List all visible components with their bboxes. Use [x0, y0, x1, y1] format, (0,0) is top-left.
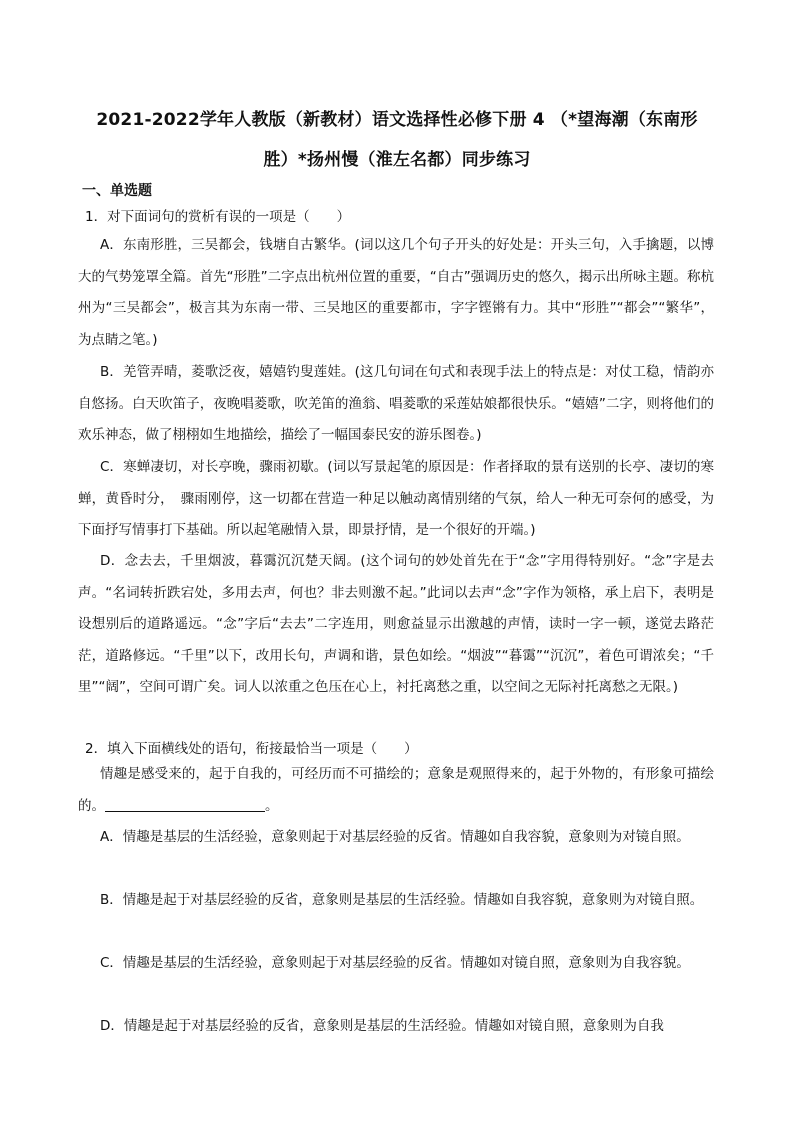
document-title-line-1: 2021-2022学年人教版（新教材）语文选择性必修下册 4 （*望海潮（东南形: [96, 110, 698, 130]
question-1-stem: 1．对下面词句的赏析有误的一项是（ ）: [85, 209, 351, 225]
question-2-passage-end: 。: [265, 797, 279, 814]
question-2-stem: 2．填入下面横线处的语句，衔接最恰当一项是（ ）: [85, 741, 418, 757]
question-2-option-a: A．情趣是基层的生活经验，意象则起于对基层经验的反省。情趣如自我容貌，意象则为对镜自照。: [100, 829, 690, 845]
question-1-option-c: C．寒蝉凄切，对长亭晚，骤雨初歇。(词以写景起笔的原因是：作者择取的景有送别的长亭、凄切的寒蝉，黄昏时分， 骤雨刚停，这一切都在营造一种足以触动离情别绪的气氛，给人一种无可奈何的感受，为下面抒写情事打下基础。所以起笔融情入景，即景抒情，是一个很好的开端。): [78, 459, 714, 538]
question-1-option-b: B．羌管弄晴，菱歌泛夜，嬉嬉钓叟莲娃。(这几句词在句式和表现手法上的特点是：对仗工稳，情韵亦自悠扬。白天吹笛子，夜晚唱菱歌，吹羌笛的渔翁、唱菱歌的采莲姑娘都很快乐。“嬉嬉”二字，则将他们的欢乐神态，做了栩栩如生地描绘，描绘了一幅国泰民安的游乐图卷。): [78, 364, 714, 443]
fill-in-blank[interactable]: [105, 797, 265, 812]
question-2-option-c: C．情趣是基层的生活经验，意象则起于对基层经验的反省。情趣如对镜自照，意象则为自我容貌。: [100, 955, 690, 971]
question-2-passage-text: 情趣是感受来的，起于自我的，可经历而不可描绘的；意象是观照得来的，起于外物的，有形象可描绘的。: [78, 766, 714, 814]
question-1-option-a: A．东南形胜，三吴都会，钱塘自古繁华。(词以这几个句子开头的好处是：开头三句，入手擒题，以博大的气势笼罩全篇。首先“形胜”二字点出杭州位置的重要，“自古”强调历史的悠久，揭示出所咏主题。称杭州为“三吴都会”，极言其为东南一带、三吴地区的重要都市，字字铿锵有力。其中“形胜”“都会”“繁华”，为点睛之笔。): [78, 237, 714, 348]
question-1-option-d: D．念去去，千里烟波，暮霭沉沉楚天阔。(这个词句的妙处首先在于“念”字用得特别好。“念”字是去声。“名词转折跌宕处，多用去声，何也？非去则激不起。”此词以去声“念”字作为领格，承上启下，表明是设想别后的道路遥远。“念”字后“去去”二字连用，则愈益显示出激越的声情，读时一字一顿，遂觉去路茫茫，道路修远。“千里”以下，改用长句，声调和谐，景色如绘。“烟波”“暮霭”“沉沉”，着色可谓浓矣；“千里”“阔”，空间可谓广矣。词人以浓重之色压在心上，衬托离愁之重，以空间之无际衬托离愁之无限。): [78, 553, 714, 695]
question-2-passage: [78, 759, 714, 822]
question-2-option-d: D．情趣是起于对基层经验的反省，意象则是基层的生活经验。情趣如对镜自照，意象则为自我: [100, 1018, 664, 1034]
question-2-option-b: B．情趣是起于对基层经验的反省，意象则是基层的生活经验。情趣如自我容貌，意象则为对镜自照。: [100, 892, 704, 908]
document-title-line-2: 胜）*扬州慢（淮左名都）同步练习: [263, 150, 531, 170]
section-heading: 一、单选题: [82, 183, 152, 199]
